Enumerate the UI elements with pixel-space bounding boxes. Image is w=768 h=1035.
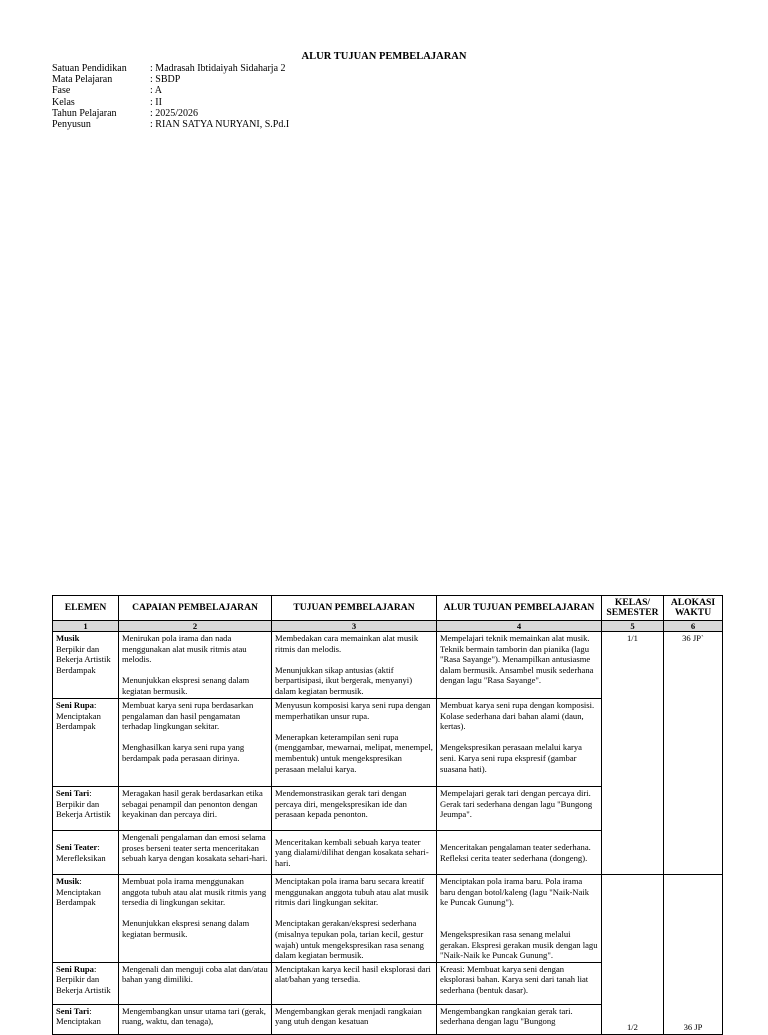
info-value: : RIAN SATYA NURYANI, S.Pd.I: [150, 119, 290, 131]
capaian-cell: [119, 787, 272, 831]
elemen-name: Seni Tari: [56, 1005, 90, 1016]
capaian-text: Menunjukkan ekspresi senang dalam kegiatan bermusik.: [122, 675, 250, 696]
kelas-cell: 1/2: [602, 875, 664, 1035]
info-value: : 2025/2026: [150, 107, 199, 119]
column-number: 3: [272, 621, 437, 632]
column-number-row: [53, 621, 723, 632]
column-number: 4: [437, 621, 602, 632]
elemen-name: Seni Rupa: [56, 963, 94, 974]
elemen-sub: Berpikir dan Bekerja Artistik: [56, 974, 111, 995]
info-label: Fase: [52, 85, 71, 97]
table-header-row: [53, 596, 723, 621]
column-number: 1: [53, 621, 119, 632]
tujuan-text: Membedakan cara memainkan alat musik ritmis dan melodis.: [275, 633, 419, 654]
tujuan-cell: [272, 787, 437, 831]
capaian-cell: [119, 632, 272, 699]
page-title: ALUR TUJUAN PEMBELAJARAN: [301, 51, 467, 62]
tujuan-text: Menceritakan kembali sebuah karya teater yang dialami/dilihat dengan kosakata sehari-hari.: [275, 836, 429, 868]
tujuan-cell: [272, 632, 437, 699]
capaian-text: Mengenali pengalaman dan emosi selama proses berseni teater serta menceritakan sebuah karya dengan kosakata sehari-hari.: [122, 832, 268, 864]
tujuan-text: Menciptakan pola irama baru secara kreatif menggunakan anggota tubuh atau alat musik ritmis dari lingkungan sekitar.: [275, 876, 429, 908]
alur-cell: [437, 787, 602, 831]
info-label: Satuan Pendidikan: [52, 63, 127, 74]
tujuan-cell: [272, 875, 437, 963]
table-row: [53, 632, 723, 699]
elemen-sep: :: [79, 876, 82, 886]
info-row: [52, 85, 289, 96]
alur-cell: [437, 699, 602, 787]
header-capaian: CAPAIAN PEMBELAJARAN: [119, 596, 272, 621]
capaian-cell: [119, 699, 272, 787]
elemen-cell: [53, 831, 119, 875]
elemen-cell: [53, 962, 119, 1004]
elemen-sub: Berpikir dan Bekerja Artistik: [56, 798, 111, 820]
info-value: : SBDP: [150, 74, 181, 86]
tujuan-text: Menyusun komposisi karya seni rupa dengan memperhatikan unsur rupa.: [275, 700, 431, 721]
capaian-cell: [119, 1004, 272, 1034]
header-elemen: ELEMEN: [53, 596, 119, 621]
alur-text: Mengembangkan rangkaian gerak tari. sederhana dengan lagu "Bungong: [440, 1005, 573, 1027]
document-info: [52, 63, 289, 130]
alur-cell: [437, 831, 602, 875]
alur-cell: [437, 1004, 602, 1034]
capaian-cell: [119, 962, 272, 1004]
alur-text: Mengekspresikan perasaan melalui karya seni. Karya seni rupa ekspresif (gambar suasana hati).: [440, 742, 582, 774]
elemen-sep: :: [97, 841, 100, 852]
elemen-sep: :: [89, 788, 92, 798]
alur-text: Mengekspresikan rasa senang melalui gerakan. Ekspresi gerakan musik dengan lagu "Naik-Naik ke Puncak Gunung".: [440, 928, 598, 961]
header-tujuan: TUJUAN PEMBELAJARAN: [272, 596, 437, 621]
elemen-sub: Merefleksikan: [56, 852, 106, 863]
tujuan-text: Menerapkan keterampilan seni rupa (menggambar, mewarnai, melipat, menempel, membentuk) untuk mengekspresikan perasaan melalui karya.: [275, 731, 433, 774]
capaian-text: Menirukan pola irama dan nada menggunakan alat musik ritmis atau melodis.: [122, 633, 247, 665]
info-value: : A: [150, 85, 162, 97]
elemen-cell: [53, 699, 119, 787]
alokasi-cell: 36 JP`: [664, 632, 723, 875]
capaian-text: Mengembangkan unsur utama tari (gerak, ruang, waktu, dan tenaga),: [122, 1005, 266, 1027]
capaian-cell: [119, 875, 272, 963]
elemen-cell: [53, 787, 119, 831]
elemen-name: Seni Tari: [56, 788, 90, 798]
alur-text: Menceritakan pengalaman teater sederhana. Refleksi cerita teater sederhana (dongeng).: [440, 841, 591, 863]
tujuan-cell: [272, 962, 437, 1004]
info-label: Tahun Pelajaran: [52, 107, 117, 119]
alur-cell: [437, 632, 602, 699]
alur-text: Menciptakan pola irama baru. Pola irama baru dengan botol/kaleng (lagu "Naik-Naik ke Puncak Gunung").: [440, 876, 590, 908]
kelas-cell: 1/1: [602, 632, 664, 875]
elemen-sub: Menciptakan Berdampak: [56, 886, 101, 908]
capaian-text: Menghasilkan karya seni rupa yang berdampak pada perasaan dirinya.: [122, 742, 245, 763]
tujuan-text: Menciptakan gerakan/ekspresi sederhana (misalnya tepukan pola, tarian kecil, gestur wajah) untuk mengekspresikan rasa senang dalam kegiatan bermusik.: [275, 918, 424, 961]
header-alokasi: ALOKASI WAKTU: [664, 596, 723, 621]
elemen-sub: Menciptakan: [56, 1016, 101, 1027]
info-label: Penyusun: [52, 119, 91, 131]
elemen-sub: Menciptakan Berdampak: [56, 710, 101, 732]
elemen-cell: [53, 875, 119, 963]
table-row: [53, 875, 723, 963]
tujuan-cell: [272, 699, 437, 787]
tujuan-text: Menciptakan karya kecil hasil eksplorasi dari alat/bahan yang tersedia.: [275, 963, 431, 985]
elemen-sep: :: [93, 963, 97, 974]
elemen-cell: [53, 1004, 119, 1034]
info-row: [52, 108, 289, 119]
column-number: 5: [602, 621, 664, 632]
info-value: : II: [150, 96, 162, 108]
capaian-text: Meragakan hasil gerak berdasarkan etika sebagai penampil dan penonton dengan keyakinan dan percaya diri.: [122, 788, 263, 820]
tujuan-cell: [272, 1004, 437, 1034]
elemen-name: Musik: [56, 876, 80, 886]
alur-cell: [437, 962, 602, 1004]
capaian-cell: [119, 831, 272, 875]
elemen-name: Seni Teater: [56, 841, 98, 852]
info-row: [52, 63, 289, 74]
alokasi-cell: 36 JP: [664, 875, 723, 1035]
atp-table: [52, 595, 723, 1035]
info-value: : Madrasah Ibtidaiyah Sidaharja 2: [150, 63, 286, 74]
info-label: Mata Pelajaran: [52, 74, 113, 86]
capaian-text: Membuat pola irama menggunakan anggota tubuh atau alat musik ritmis yang tersedia di lingkungan sekitar.: [122, 876, 267, 908]
alur-text: Mempelajari gerak tari dengan percaya diri. Gerak tari sederhana dengan lagu "Bungong Jeumpa".: [440, 788, 593, 820]
capaian-text: Mengenali dan menguji coba alat dan/atau bahan yang dimiliki.: [122, 963, 268, 985]
capaian-text: Membuat karya seni rupa berdasarkan pengalaman dan hasil pengamatan terhadap lingkungan sekitar.: [122, 700, 254, 732]
alur-text: Membuat karya seni rupa dengan komposisi. Kolase sederhana dari bahan alami (daun, kertas).: [440, 700, 595, 732]
header-kelas: KELAS/ SEMESTER: [602, 596, 664, 621]
capaian-text: Menunjukkan ekspresi senang dalam kegiatan bermusik.: [122, 918, 250, 939]
elemen-name: Musik: [56, 633, 80, 643]
header-alur: ALUR TUJUAN PEMBELAJARAN: [437, 596, 602, 621]
info-row: [52, 97, 289, 108]
alur-text: Mempelajari teknik memainkan alat musik. Teknik bermain tamborin dan pianika (lagu "Rasa Sayange"). Menampilkan antusiasme dalam bermusik. Ansambel musik sederhana dengan lagu "Rasa Sayange".: [440, 633, 594, 686]
column-number: 2: [119, 621, 272, 632]
info-row: [52, 119, 289, 130]
column-number: 6: [664, 621, 723, 632]
info-label: Kelas: [52, 96, 75, 108]
tujuan-text: Mengembangkan gerak menjadi rangkaian yang utuh dengan kesatuan: [275, 1005, 422, 1027]
elemen-sep: :: [89, 1005, 92, 1016]
alur-cell: [437, 875, 602, 963]
elemen-sep: :: [93, 700, 97, 710]
alur-text: Kreasi: Membuat karya seni dengan eksplorasi bahan. Karya seni dari tanah liat sederhana (bentuk dasar).: [440, 963, 589, 995]
tujuan-text: Mendemonstrasikan gerak tari dengan percaya diri, mengekspresikan ide dan perasaan kepada penonton.: [275, 788, 407, 820]
info-row: [52, 74, 289, 85]
elemen-name: Seni Rupa: [56, 700, 94, 710]
elemen-cell: [53, 632, 119, 699]
elemen-sub: Berpikir dan Bekerja Artistik Berdampak: [56, 643, 111, 675]
tujuan-cell: [272, 831, 437, 875]
tujuan-text: Menunjukkan sikap antusias (aktif berpartisipasi, ikut bergerak, menyanyi) dalam kegiatan bermusik.: [275, 664, 413, 696]
